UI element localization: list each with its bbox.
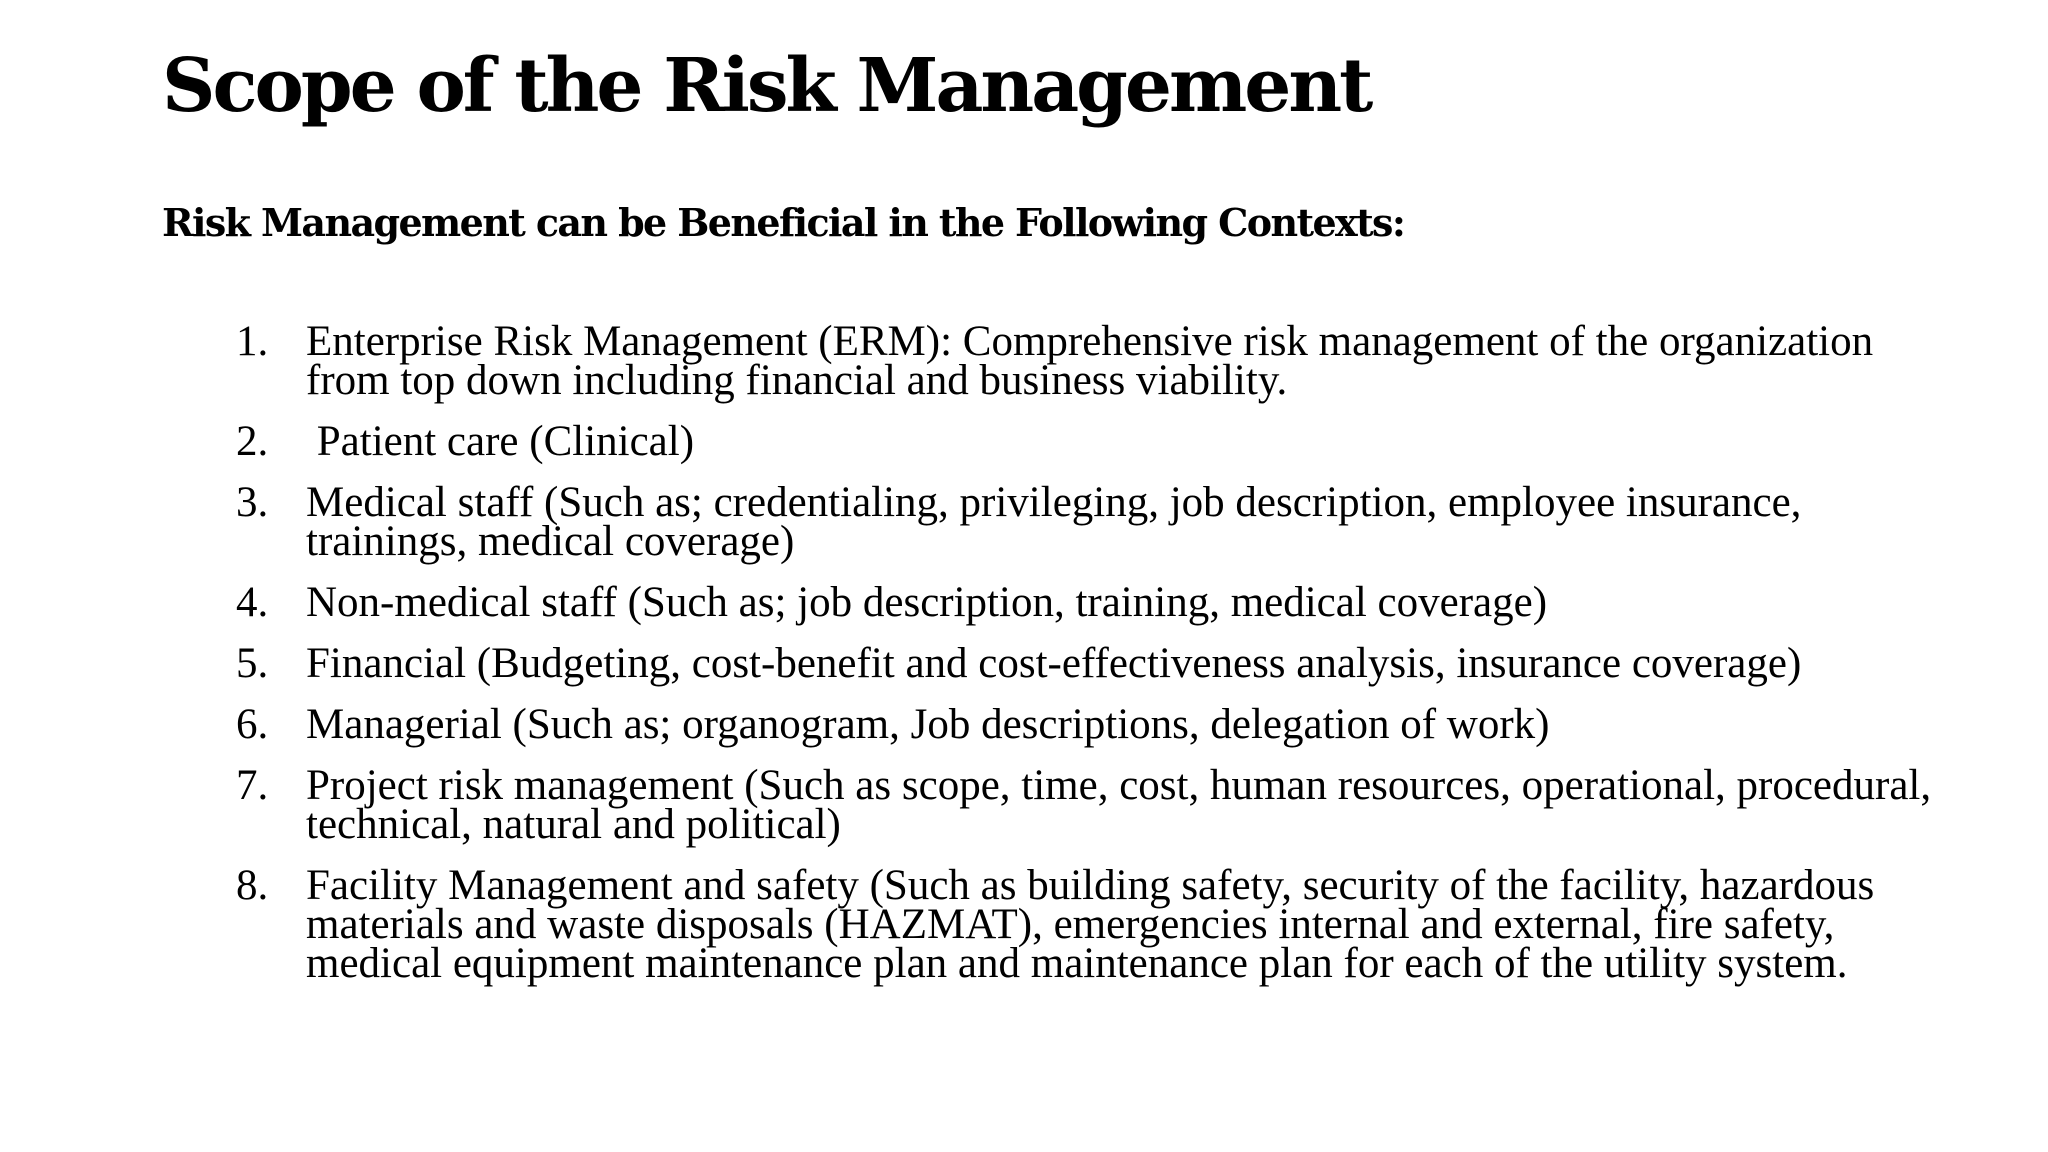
slide-title: Scope of the Risk Management <box>162 43 1371 129</box>
list-item-text: Enterprise Risk Management (ERM): Comprehensive risk management of the organization from top down including financial and business viability. <box>306 318 1874 404</box>
list-item-number: 5. <box>236 640 269 687</box>
slide-subtitle: Risk Management can be Beneficial in the Following Contexts: <box>162 200 1405 245</box>
list-item-text: Financial (Budgeting, cost-benefit and cost-effectiveness analysis, insurance coverage) <box>306 640 1802 687</box>
list-item <box>236 701 1956 748</box>
list-item-number: 7. <box>236 762 269 809</box>
list-item <box>236 479 1956 565</box>
list-item <box>236 579 1956 626</box>
list-item-text: Facility Management and safety (Such as building safety, security of the facility, hazardous materials and waste disposals (HAZMAT), emergencies internal and external, fire safety, medical equipment maintenance plan and maintenance plan for each of the utility system. <box>306 862 1875 987</box>
list-item <box>236 640 1956 687</box>
list-item <box>236 318 1956 404</box>
list-item-number: 6. <box>236 701 269 748</box>
list-item-text: Non-medical staff (Such as; job description, training, medical coverage) <box>306 579 1548 626</box>
list-item <box>236 862 1956 987</box>
list-item <box>236 418 1956 465</box>
list-item-number: 3. <box>236 479 269 526</box>
list-item-text: Managerial (Such as; organogram, Job descriptions, delegation of work) <box>306 701 1550 748</box>
list-item-number: 4. <box>236 579 269 626</box>
list-item-text: Medical staff (Such as; credentialing, privileging, job description, employee insurance, trainings, medical coverage) <box>306 479 1802 565</box>
list-item-text: Project risk management (Such as scope, time, cost, human resources, operational, procedural, technical, natural and political) <box>306 762 1932 848</box>
list-item-number: 8. <box>236 862 269 909</box>
list-item <box>236 762 1956 848</box>
list-item-number: 2. <box>236 418 269 465</box>
list-item-number: 1. <box>236 318 269 365</box>
context-list <box>236 318 1956 1005</box>
list-item-text: Patient care (Clinical) <box>306 418 695 465</box>
